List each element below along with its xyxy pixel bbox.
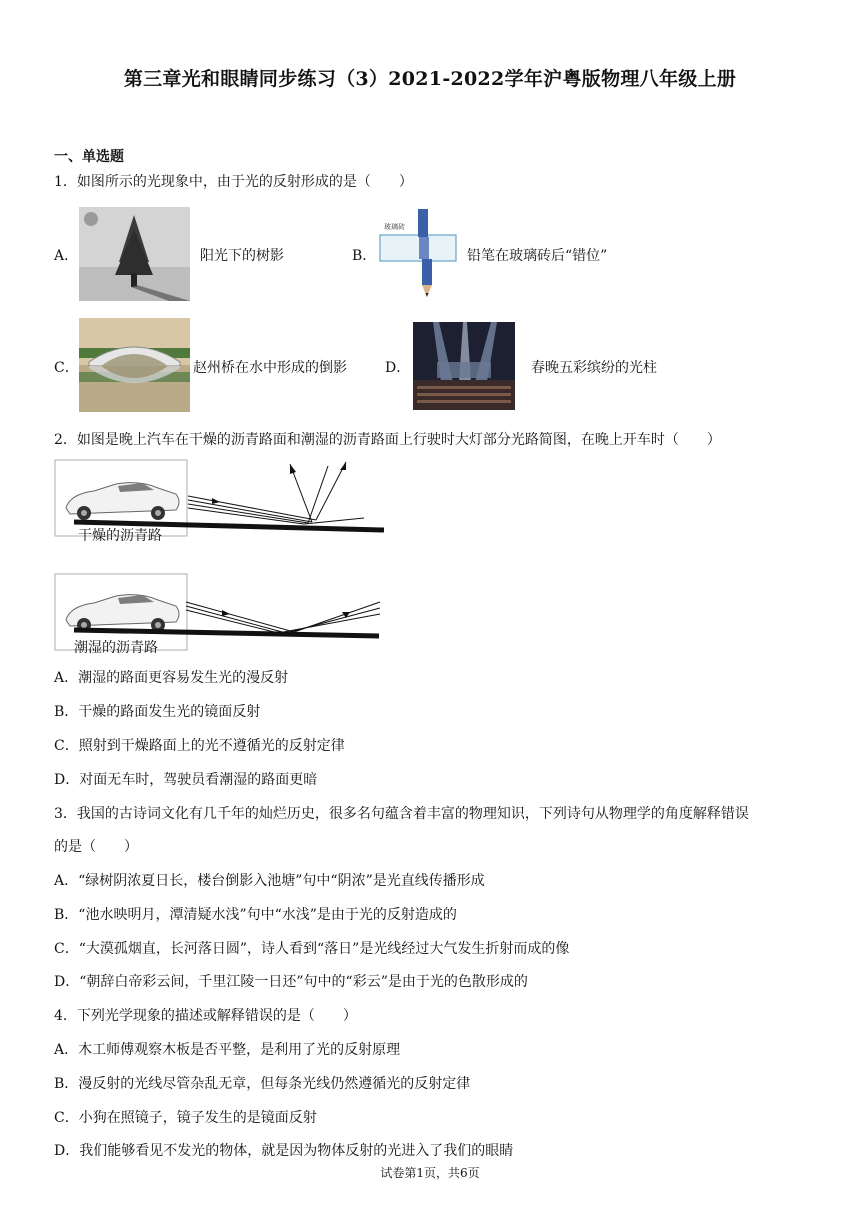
q4-option-c: C．小狗在照镜子，镜子发生的是镜面反射: [54, 1110, 317, 1126]
question-1-stem: 1．如图所示的光现象中，由于光的反射形成的是（ ）: [54, 174, 413, 190]
bridge-reflection-image: [79, 318, 190, 412]
q1-option-c-text: 赵州桥在水中形成的倒影: [193, 360, 347, 376]
tree-shadow-image: [79, 207, 190, 301]
q3-option-a: A．“绿树阴浓夏日长，楼台倒影入池塘”句中“阴浓”是光直线传播形成: [54, 873, 485, 889]
pencil-glass-image: [376, 207, 458, 299]
q4-option-b: B．漫反射的光线尽管杂乱无章，但每条光线仍然遵循光的反射定律: [54, 1076, 471, 1092]
q3-option-d: D．“朝辞白帝彩云间，千里江陵一日还”句中的“彩云”是由于光的色散形成的: [54, 974, 528, 990]
glass-label: 玻璃砖: [384, 223, 405, 231]
question-4-stem: 4．下列光学现象的描述或解释错误的是（ ）: [54, 1008, 357, 1024]
q2-option-b: B．干燥的路面发生光的镜面反射: [54, 704, 261, 720]
wet-road-label: 潮湿的沥青路: [74, 640, 158, 656]
q4-option-a: A．木工师傅观察木板是否平整，是利用了光的反射原理: [54, 1042, 401, 1058]
q3-option-c: C．“大漠孤烟直，长河落日圆”，诗人看到“落日”是光线经过大气发生折射而成的像: [54, 941, 570, 957]
page-footer: 试卷第1页，共6页: [380, 1166, 480, 1180]
q2-option-a: A．潮湿的路面更容易发生光的漫反射: [54, 670, 289, 686]
q2-option-c: C．照射到干燥路面上的光不遵循光的反射定律: [54, 738, 345, 754]
q1-option-b-text: 铅笔在玻璃砖后“错位”: [467, 248, 608, 264]
question-2-stem: 2．如图是晚上汽车在干燥的沥青路面和潮湿的沥青路面上行驶时大灯部分光路简图，在晚上开车时（ ）: [54, 432, 721, 448]
dry-road-label: 干燥的沥青路: [78, 528, 162, 544]
q2-option-d: D．对面无车时，驾驶员看潮湿的路面更暗: [54, 772, 318, 788]
q1-option-a-text: 阳光下的树影: [200, 248, 284, 264]
q1-option-a-letter: A．: [54, 248, 79, 264]
q3-option-b: B．“池水映明月，潭清疑水浅”句中“水浅”是由于光的反射造成的: [54, 907, 457, 923]
q4-option-d: D．我们能够看见不发光的物体，就是因为物体反射的光进入了我们的眼睛: [54, 1143, 514, 1159]
stage-light-image: [413, 322, 515, 410]
q1-option-d-text: 春晚五彩缤纷的光柱: [531, 360, 657, 376]
page-title: 第三章光和眼睛同步练习（3）2021-2022学年沪粤版物理八年级上册: [123, 68, 737, 90]
q1-option-d-letter: D．: [385, 360, 411, 376]
question-3-stem-line1: 3．我国的古诗词文化有几千年的灿烂历史，很多名句蕴含着丰富的物理知识，下列诗句从物理学的角度解释错误: [54, 806, 749, 822]
question-3-stem-line2: 的是（ ）: [54, 839, 138, 855]
q1-option-c-letter: C．: [54, 360, 79, 376]
q1-option-b-letter: B．: [352, 248, 377, 264]
section-heading: 一、单选题: [54, 149, 124, 165]
